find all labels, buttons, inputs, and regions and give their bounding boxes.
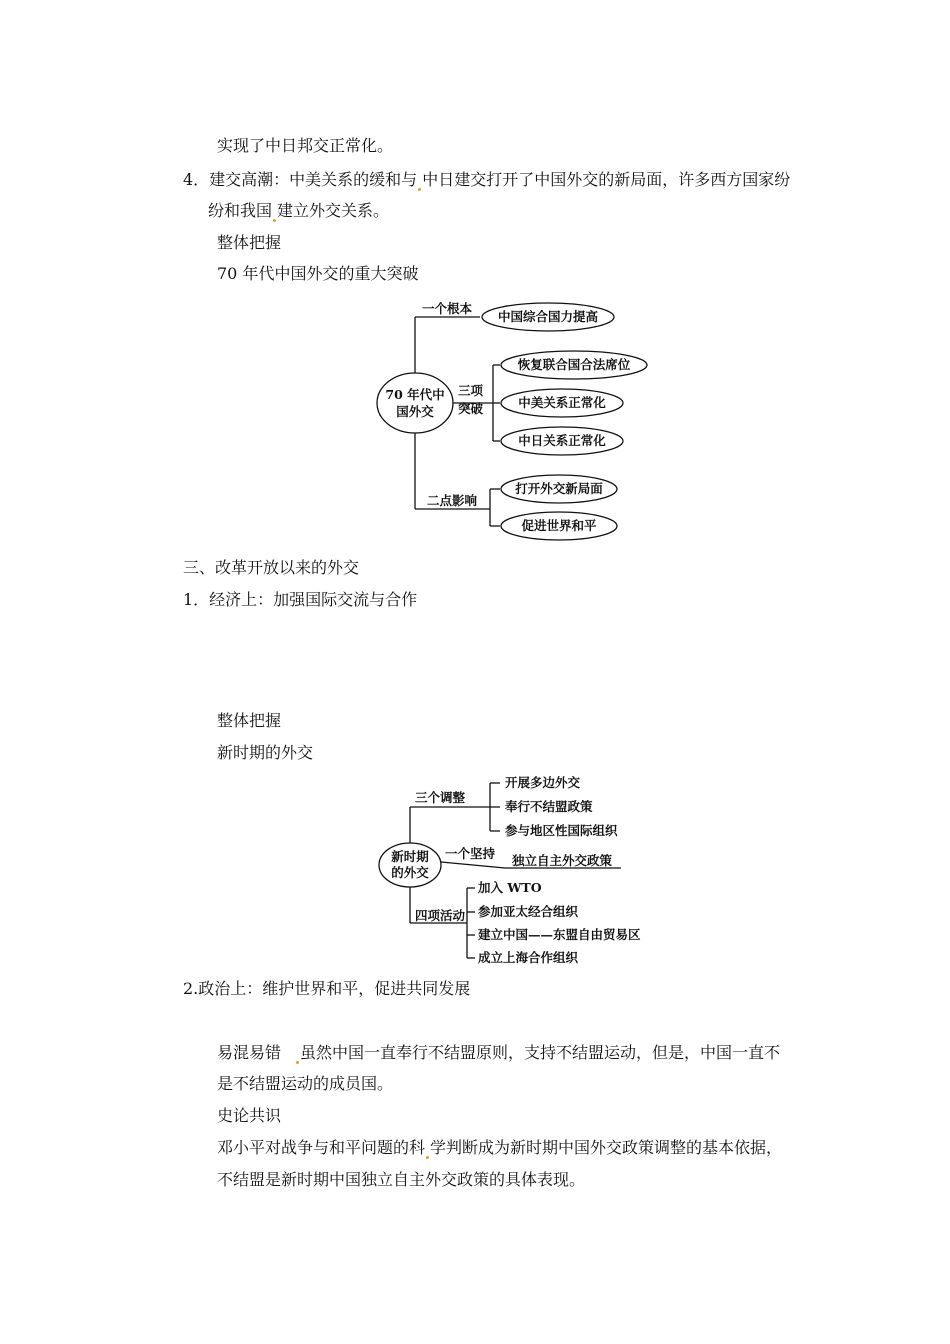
text-segment: 4．建交高潮：中美关系的缓和与 [183, 170, 418, 189]
diagram-caption: 新时期的外交 [217, 743, 314, 762]
diagram-caption: 70 年代中国外交的重大突破 [217, 264, 419, 283]
diagram-branch-label: 突破 [458, 401, 484, 416]
text-line [183, 169, 790, 191]
text-line: 实现了中日邦交正常化。 [217, 136, 394, 155]
diagram-center-label: 国外交 [396, 404, 434, 419]
callout-label: 易混易错 [217, 1043, 282, 1062]
diagram-node: 参加亚太经合组织 [478, 904, 579, 919]
diagram-node: 开展多边外交 [505, 775, 581, 790]
section-heading: 三、改革开放以来的外交 [183, 558, 360, 577]
diagram-node: 中国综合国力提高 [497, 309, 599, 324]
section-heading: 史论共识 [217, 1106, 282, 1125]
diagram-node: 加入 WTO [478, 880, 542, 895]
text-line [217, 1042, 780, 1064]
diagram-node: 参与地区性国际组织 [505, 823, 618, 838]
text-line [217, 1137, 782, 1159]
text-segment: 虽然中国一直奉行不结盟原则，支持不结盟运动，但是，中国一直不 [300, 1043, 781, 1062]
diagram-branch-label: 二点影响 [427, 493, 478, 508]
diagram-new-era-diplomacy [375, 770, 665, 970]
diagram-node: 独立自主外交政策 [512, 853, 613, 868]
dot-mark [273, 219, 276, 222]
text-line: 是不结盟运动的成员国。 [217, 1074, 394, 1093]
diagram-1970s-diplomacy [370, 295, 660, 545]
text-line: 1．经济上：加强国际交流与合作 [183, 590, 418, 609]
dot-mark [426, 1156, 429, 1159]
diagram-node: 建立中国——东盟自由贸易区 [478, 927, 641, 942]
dot-mark [418, 188, 421, 191]
diagram-node: 成立上海合作组织 [478, 950, 579, 965]
text-line [208, 200, 389, 222]
diagram-branch-label: 一个坚持 [445, 846, 496, 861]
diagram-branch-label: 三个调整 [415, 790, 466, 805]
text-line: 2.政治上：维护世界和平，促进共同发展 [183, 979, 471, 998]
diagram-node: 促进世界和平 [521, 518, 597, 533]
diagram-center-label: 70 年代中 [385, 387, 445, 402]
text-segment: 邓小平对战争与和平问题的科 [217, 1138, 426, 1157]
diagram-node: 中日关系正常化 [518, 433, 606, 448]
text-segment: 纷和我国 [208, 201, 273, 220]
section-heading: 整体把握 [217, 233, 282, 252]
text-segment: 中日建交打开了中国外交的新局面，许多西方国家纷 [422, 170, 791, 189]
diagram-node: 中美关系正常化 [518, 395, 606, 410]
diagram-node: 打开外交新局面 [515, 481, 603, 496]
dot-mark [296, 1061, 299, 1064]
section-heading: 整体把握 [217, 711, 282, 730]
diagram-node: 奉行不结盟政策 [505, 799, 593, 814]
diagram-branch-label: 四项活动 [415, 908, 466, 923]
diagram-node: 恢复联合国合法席位 [517, 357, 631, 372]
diagram-branch-label: 三项 [458, 383, 484, 398]
diagram-center-label: 的外交 [391, 865, 429, 880]
text-segment: 建立外交关系。 [277, 201, 390, 220]
text-line: 不结盟是新时期中国独立自主外交政策的具体表现。 [217, 1170, 586, 1189]
text-segment: 学判断成为新时期中国外交政策调整的基本依据， [430, 1138, 783, 1157]
diagram-branch-label: 一个根本 [422, 301, 473, 316]
diagram-center-label: 新时期 [391, 849, 429, 864]
